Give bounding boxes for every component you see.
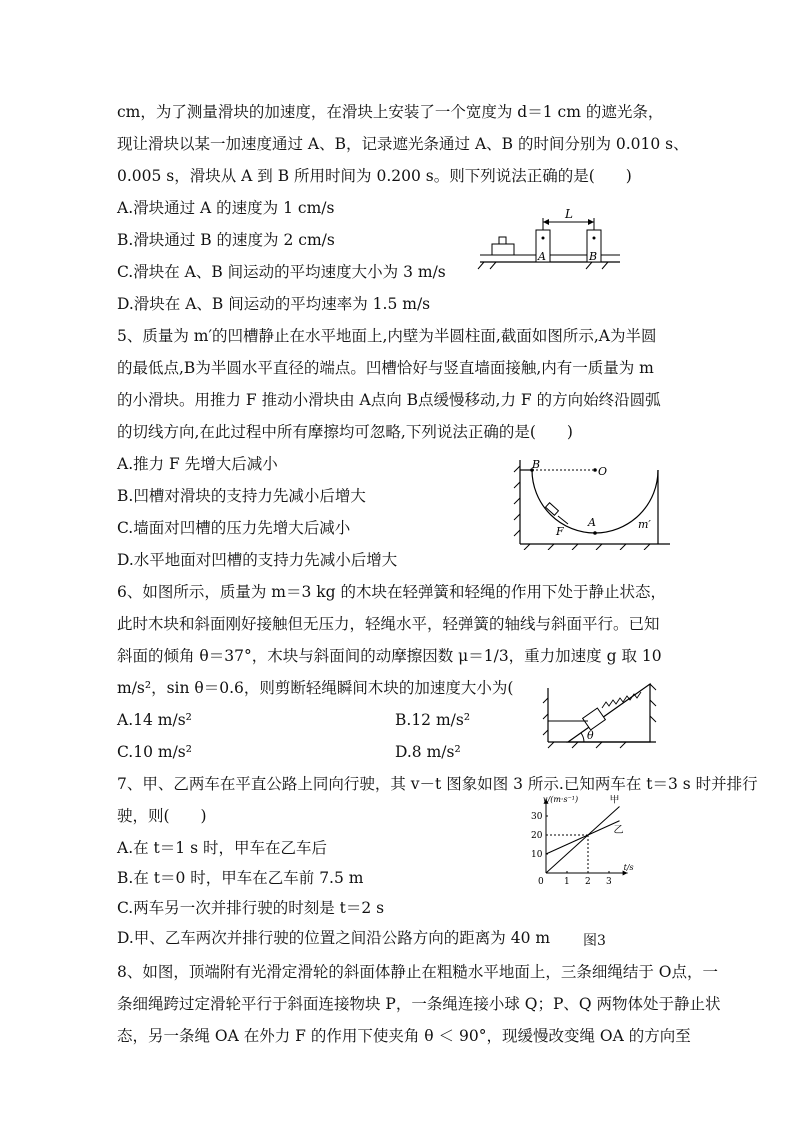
q4-line-1: cm，为了测量滑块的加速度，在滑块上安装了一个宽度为 d＝1 cm 的遮光条， bbox=[117, 103, 664, 121]
q6-option-b: B.12 m/s² bbox=[395, 711, 471, 729]
q7-vt-chart bbox=[524, 795, 654, 885]
q5-line-3: 的小滑块。用推力 F 推动小滑块由 A点向 B点缓慢移动,力 F 的方向始终沿圆弧 bbox=[117, 391, 661, 409]
x-tick-label: 1 bbox=[564, 877, 570, 885]
series-label-1: 乙 bbox=[613, 824, 624, 836]
q6-incline-figure bbox=[540, 676, 664, 750]
q7-option-c: C.两车另一次并排行驶的时刻是 t＝2 s bbox=[117, 899, 385, 917]
q4-option-c: C.滑块在 A、B 间运动的平均速度大小为 3 m/s bbox=[117, 263, 446, 281]
q6-fig-label-theta: θ bbox=[587, 729, 594, 742]
q7-option-a: A.在 t＝1 s 时，甲车在乙车后 bbox=[117, 839, 327, 857]
q4-fig-label-l: L bbox=[565, 207, 573, 221]
q4-line-3: 0.005 s，滑块从 A 到 B 所用时间为 0.200 s。则下列说法正确的是( ) bbox=[117, 167, 632, 185]
series-line-0 bbox=[546, 807, 620, 874]
q6-line-1: 6、如图所示，质量为 m＝3 kg 的木块在轻弹簧和轻绳的作用下处于静止状态， bbox=[117, 583, 667, 601]
q5-line-1: 5、质量为 m′的凹槽静止在水平地面上,内壁为半圆柱面,截面如图所示,A为半圆 bbox=[117, 327, 657, 345]
q7-option-b: B.在 t＝0 时，甲车在乙车前 7.5 m bbox=[117, 869, 364, 887]
q6-line-3: 斜面的倾角 θ＝37°，木块与斜面间的动摩擦因数 μ＝1/3，重力加速度 g 取 10 bbox=[117, 647, 662, 665]
q6-option-c: C.10 m/s² bbox=[117, 743, 192, 761]
q5-option-d: D.水平地面对凹槽的支持力先减小后增大 bbox=[117, 551, 398, 569]
q6-line-2: 此时木块和斜面刚好接触但无压力，轻绳水平，轻弹簧的轴线与斜面平行。已知 bbox=[117, 615, 660, 633]
q5-fig-label-b: B bbox=[532, 458, 541, 471]
q6-option-a: A.14 m/s² bbox=[117, 711, 192, 729]
q4-option-a: A.滑块通过 A 的速度为 1 cm/s bbox=[117, 199, 335, 217]
q5-fig-label-m: m′ bbox=[638, 518, 651, 531]
x-tick-label: 0 bbox=[538, 877, 544, 885]
series-line-1 bbox=[546, 821, 620, 854]
q5-fig-label-o: O bbox=[598, 465, 608, 478]
q5-line-4: 的切线方向,在此过程中所有摩擦均可忽略,下列说法正确的是( ) bbox=[117, 423, 573, 441]
y-tick-label: 10 bbox=[531, 850, 543, 860]
q6-line-4: m/s²，sin θ＝0.6，则剪断轻绳瞬间木块的加速度大小为( bbox=[117, 679, 514, 697]
q4-fig-label-a: A bbox=[538, 250, 546, 263]
y-axis-label: v/(m·s⁻¹) bbox=[543, 795, 579, 804]
q6-option-d: D.8 m/s² bbox=[395, 743, 461, 761]
q5-option-c: C.墙面对凹槽的压力先增大后减小 bbox=[117, 519, 351, 537]
q4-option-d: D.滑块在 A、B 间运动的平均速率为 1.5 m/s bbox=[117, 295, 431, 313]
series-label-0: 甲 bbox=[609, 795, 620, 806]
q7-line-1: 7、甲、乙两车在平直公路上同向行驶，其 v－t 图象如图 3 所示.已知两车在 t＝3 s 时并排行 bbox=[117, 775, 758, 793]
q8-line-1: 8、如图，顶端附有光滑定滑轮的斜面体静止在粗糙水平地面上，三条细绳结于 O点，一 bbox=[117, 963, 718, 981]
x-tick-label: 2 bbox=[585, 877, 591, 885]
y-tick-label: 20 bbox=[531, 831, 543, 841]
q5-fig-label-a: A bbox=[588, 516, 596, 529]
x-axis-label: t/s bbox=[623, 863, 634, 872]
q5-option-b: B.凹槽对滑块的支持力先减小后增大 bbox=[117, 487, 366, 505]
q7-option-d: D.甲、乙车两次并排行驶的位置之间沿公路方向的距离为 40 m bbox=[117, 929, 551, 947]
q5-groove-figure bbox=[510, 454, 672, 550]
q5-option-a: A.推力 F 先增大后减小 bbox=[117, 455, 278, 473]
q7-line-2: 驶，则( ) bbox=[117, 807, 207, 825]
q5-fig-label-f: F bbox=[556, 525, 564, 538]
q4-line-2: 现让滑块以某一加速度通过 A、B，记录遮光条通过 A、B 的时间分别为 0.010 s、 bbox=[117, 135, 689, 153]
x-tick-label: 3 bbox=[606, 877, 612, 885]
q7-figure-caption: 图3 bbox=[583, 933, 606, 949]
y-tick-label: 30 bbox=[531, 812, 543, 822]
q8-line-3: 态，另一条绳 OA 在外力 F 的作用下使夹角 θ ＜ 90°，现缓慢改变绳 OA 的方向至 bbox=[117, 1027, 691, 1045]
q4-fig-label-b: B bbox=[589, 250, 598, 263]
q5-line-2: 的最低点,B为半圆水平直径的端点。凹槽恰好与竖直墙面接触,内有一质量为 m bbox=[117, 359, 654, 377]
q8-line-2: 条细绳跨过定滑轮平行于斜面连接物块 P，一条绳连接小球 Q；P、Q 两物体处于静止状 bbox=[117, 995, 721, 1013]
q4-option-b: B.滑块通过 B 的速度为 2 cm/s bbox=[117, 231, 335, 249]
q4-track-figure bbox=[474, 206, 624, 272]
